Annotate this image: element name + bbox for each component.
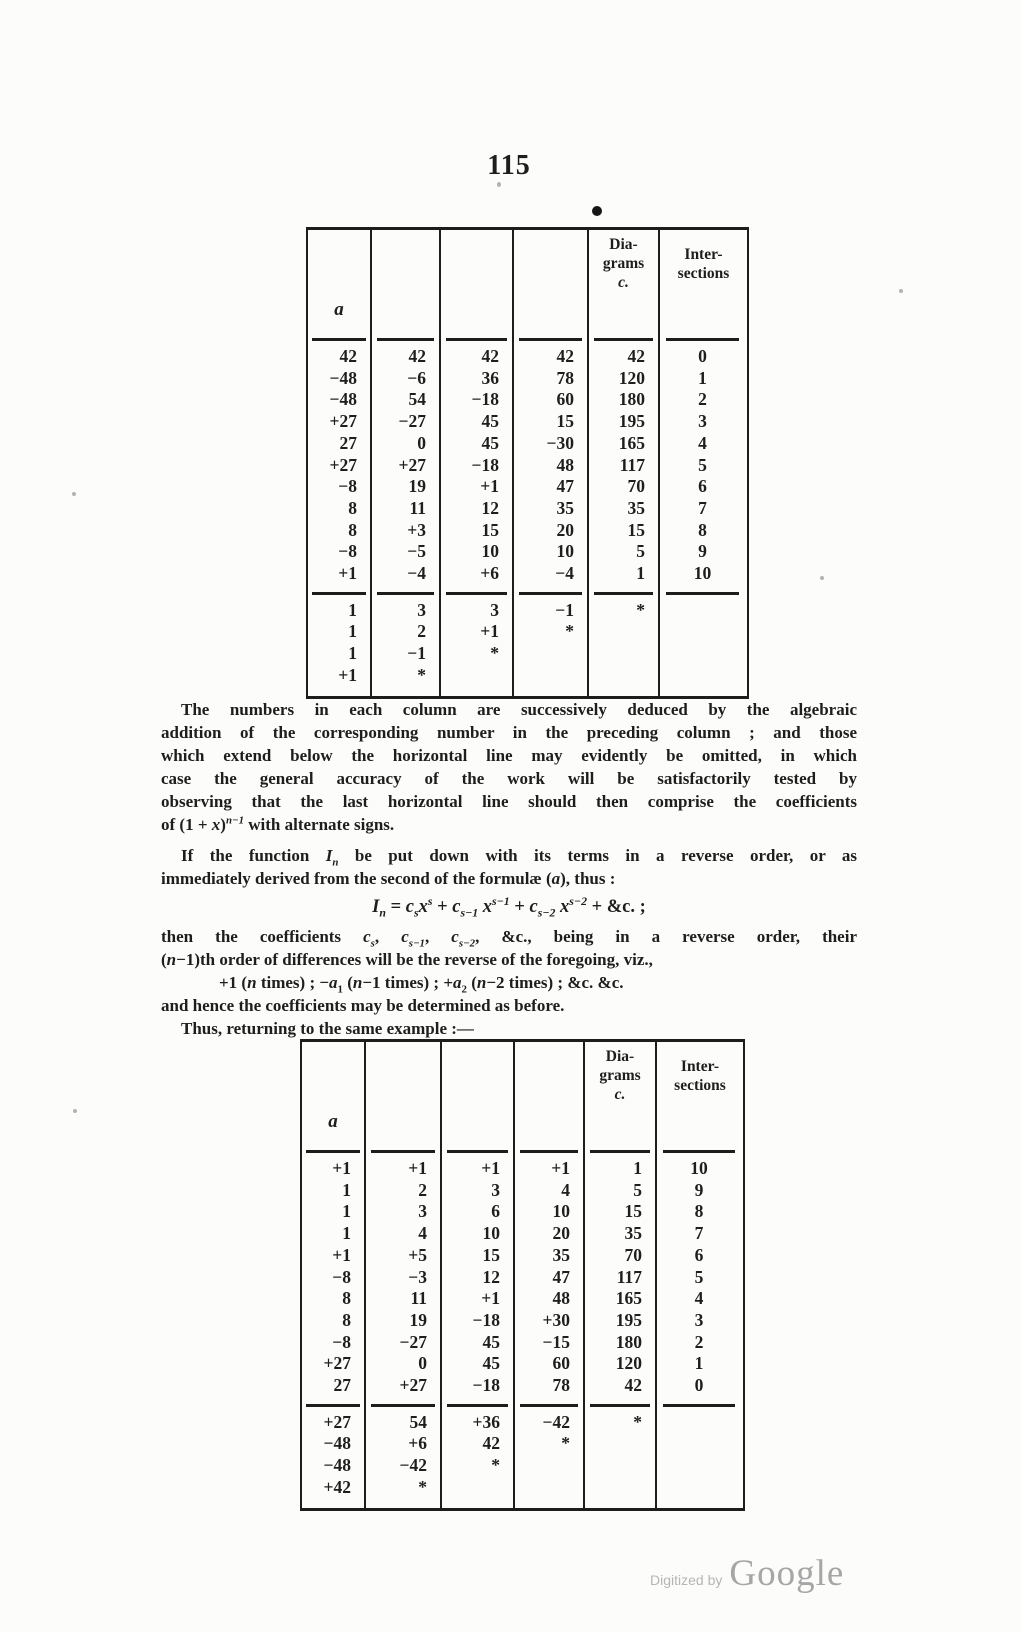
table-cell: +3 — [371, 520, 440, 542]
rule-segment — [594, 338, 653, 341]
rule-segment — [377, 592, 435, 595]
section-divider — [307, 585, 748, 600]
table-cell: −27 — [365, 1332, 441, 1354]
scan-artifact-dot — [72, 492, 76, 496]
paragraph-line: (n−1)th order of differences will be the reverse of the foregoing, viz., — [161, 950, 653, 969]
table-cell: 8 — [301, 1310, 365, 1332]
rule-segment — [594, 592, 653, 595]
header-line: sections — [674, 1077, 726, 1094]
table-cell: 4 — [365, 1223, 441, 1245]
table-cell: 15 — [440, 520, 513, 542]
table-cell: 8 — [301, 1288, 365, 1310]
rule-segment — [666, 338, 739, 341]
header-rule-row — [301, 1143, 744, 1158]
table-cell: 60 — [514, 1353, 584, 1375]
table-cell: 5 — [588, 541, 659, 563]
rule-segment — [590, 1150, 650, 1153]
table-cell: 27 — [301, 1375, 365, 1397]
table-cell: 120 — [584, 1353, 656, 1375]
table-cell: 5 — [656, 1267, 744, 1289]
table-cell: 0 — [371, 433, 440, 455]
table-cell: 1 — [659, 368, 748, 390]
table-cell: 48 — [513, 455, 588, 477]
table-cell: 3 — [441, 1180, 514, 1202]
table-cell: 4 — [659, 433, 748, 455]
rule-segment — [666, 592, 739, 595]
table-cell: 10 — [659, 563, 748, 585]
table-cell: 1 — [301, 1223, 365, 1245]
table-cell: −42 — [365, 1455, 441, 1477]
table-row — [307, 600, 748, 622]
table-cell — [440, 665, 513, 687]
table-cell: +42 — [301, 1477, 365, 1499]
rule-segment — [663, 1404, 735, 1407]
table-cell: 165 — [584, 1288, 656, 1310]
rule-segment — [520, 1150, 578, 1153]
header-rule-row — [307, 331, 748, 346]
header-line: Dia- — [609, 236, 638, 253]
header-line: c. — [614, 1086, 626, 1103]
table-cell: 1 — [301, 1180, 365, 1202]
column-header-diagrams — [588, 229, 659, 332]
table-cell — [659, 621, 748, 643]
table-cell: +5 — [365, 1245, 441, 1267]
table-cell: +1 — [440, 476, 513, 498]
table-cell: 12 — [440, 498, 513, 520]
table-cell: −8 — [307, 476, 371, 498]
table-row — [307, 621, 748, 643]
table-cell — [659, 643, 748, 665]
table-cell: 117 — [588, 455, 659, 477]
table-row — [307, 563, 748, 585]
table-cell: * — [371, 665, 440, 687]
table-cell: 8 — [659, 520, 748, 542]
paragraph-line: +1 (n times) ; $-a_1$ (n−1 times) ; $+a_2$ (n−2 times) ; &c. &c. — [219, 973, 624, 996]
table-cell: 48 — [514, 1288, 584, 1310]
table-cell: 10 — [513, 541, 588, 563]
table-cell: 2 — [371, 621, 440, 643]
rule-segment — [312, 592, 365, 595]
table-cell: 27 — [307, 433, 371, 455]
rule-segment — [306, 1150, 359, 1153]
table-upper-section — [307, 346, 748, 585]
rule-segment — [663, 1150, 735, 1153]
difference-table-2 — [300, 1039, 745, 1511]
table-cell: +1 — [365, 1158, 441, 1180]
table-cell: 3 — [659, 411, 748, 433]
table-cell: 9 — [659, 541, 748, 563]
table-cell: 3 — [440, 600, 513, 622]
header-line: Inter- — [680, 1058, 720, 1075]
table-cell: 1 — [301, 1201, 365, 1223]
table-row — [301, 1223, 744, 1245]
table-cell: 4 — [656, 1288, 744, 1310]
table-row — [307, 476, 748, 498]
table-cell: +27 — [371, 455, 440, 477]
table-upper-section — [301, 1158, 744, 1397]
table-row — [301, 1332, 744, 1354]
table-cell: 42 — [371, 346, 440, 368]
table-cell — [588, 621, 659, 643]
table-cell: −8 — [301, 1332, 365, 1354]
table-cell: 0 — [656, 1375, 744, 1397]
table-cell: * — [514, 1433, 584, 1455]
table-row — [307, 520, 748, 542]
rule-segment — [519, 338, 582, 341]
table-cell: * — [441, 1455, 514, 1477]
table-cell: −3 — [365, 1267, 441, 1289]
table-cell: 60 — [513, 389, 588, 411]
paragraph-line: observing that the last horizontal line should then comprise the coefficients — [161, 792, 857, 811]
table-cell: 1 — [584, 1158, 656, 1180]
paragraph-line: then the coefficients $c_s$, $c_{s-1}$, $c_{s-2}$, &c., being in a reverse order, their — [161, 927, 857, 950]
table-cell: +1 — [307, 563, 371, 585]
rule-segment — [519, 592, 582, 595]
table-row — [307, 455, 748, 477]
header-line: Dia- — [605, 1048, 635, 1065]
table-row — [307, 346, 748, 368]
table-cell: 35 — [588, 498, 659, 520]
table-cell: 120 — [588, 368, 659, 390]
table-cell: 6 — [441, 1201, 514, 1223]
paragraph-line: If the function $I_n$ be put down with its terms in a reverse order, or as — [181, 846, 857, 869]
difference-table-1 — [306, 227, 749, 699]
column-header-blank — [514, 1041, 584, 1144]
table-cell: 9 — [656, 1180, 744, 1202]
table-row — [307, 498, 748, 520]
rule-segment — [306, 1404, 359, 1407]
table-cell: +27 — [365, 1375, 441, 1397]
header-line: grams — [599, 1067, 641, 1084]
paragraph-line: The numbers in each column are successively deduced by the algebraic — [181, 700, 857, 719]
paragraph-line: immediately derived from the second of the formulæ (a), thus : — [161, 869, 616, 888]
table-cell: 15 — [588, 520, 659, 542]
scan-artifact-dot — [899, 289, 903, 293]
table-cell: +27 — [301, 1412, 365, 1434]
table-cell: 12 — [441, 1267, 514, 1289]
table-cell: −1 — [513, 600, 588, 622]
table-row — [301, 1412, 744, 1434]
header-row — [301, 1041, 744, 1144]
table-row — [301, 1245, 744, 1267]
table-cell: 11 — [365, 1288, 441, 1310]
table-cell: −48 — [307, 368, 371, 390]
table-row — [307, 411, 748, 433]
table-cell: −6 — [371, 368, 440, 390]
table-bottom-spacer — [307, 687, 748, 698]
table-cell: 15 — [584, 1201, 656, 1223]
table-row — [301, 1180, 744, 1202]
column-header-diagrams — [584, 1041, 656, 1144]
table-cell: 10 — [656, 1158, 744, 1180]
table-row — [301, 1455, 744, 1477]
table-row — [301, 1267, 744, 1289]
table-cell: 42 — [440, 346, 513, 368]
table-row — [301, 1477, 744, 1499]
google-logo-text: Google — [729, 1553, 845, 1594]
table-cell: 10 — [514, 1201, 584, 1223]
table-row — [307, 433, 748, 455]
table-cell: 42 — [307, 346, 371, 368]
table-cell: +1 — [301, 1245, 365, 1267]
table-row — [301, 1158, 744, 1180]
scan-artifact-dot — [73, 1109, 77, 1113]
rule-segment — [590, 1404, 650, 1407]
scan-artifact-dot — [497, 182, 501, 187]
table-cell: −1 — [371, 643, 440, 665]
header-row — [307, 229, 748, 332]
rule-segment — [446, 338, 507, 341]
watermark-prefix: Digitized by — [650, 1572, 723, 1588]
table-cell: 19 — [371, 476, 440, 498]
table-cell — [656, 1455, 744, 1477]
table-header — [301, 1041, 744, 1159]
table-row — [307, 541, 748, 563]
table-cell: +36 — [441, 1412, 514, 1434]
table-cell: −5 — [371, 541, 440, 563]
table-cell: 2 — [365, 1180, 441, 1202]
table-cell — [659, 665, 748, 687]
table-cell: 15 — [441, 1245, 514, 1267]
table-cell: 8 — [656, 1201, 744, 1223]
table-cell: 45 — [441, 1332, 514, 1354]
table-cell: 20 — [514, 1223, 584, 1245]
paragraph-line: which extend below the horizontal line may evidently be omitted, in which — [161, 746, 857, 765]
table-cell: 3 — [365, 1201, 441, 1223]
table-cell: 11 — [371, 498, 440, 520]
column-header-blank — [371, 229, 440, 332]
header-line: grams — [602, 255, 645, 272]
rule-segment — [520, 1404, 578, 1407]
table-cell: 35 — [514, 1245, 584, 1267]
column-header-a: a — [307, 229, 371, 332]
table-cell: 42 — [584, 1375, 656, 1397]
table-cell: +27 — [307, 411, 371, 433]
section-rule-row — [301, 1397, 744, 1412]
table-cell: 3 — [371, 600, 440, 622]
table-cell: +6 — [440, 563, 513, 585]
table-cell: 8 — [307, 520, 371, 542]
table-cell — [588, 665, 659, 687]
table-cell: −4 — [371, 563, 440, 585]
table-cell: 78 — [513, 368, 588, 390]
table-cell: 54 — [371, 389, 440, 411]
table-cell: 7 — [659, 498, 748, 520]
formula-line: $I_n = c_sx^s + c_{s-1}$ $x^{s-1} + c_{s-2}$ $x^{s-2}$ + &c. ; — [372, 893, 646, 920]
table-cell: −18 — [441, 1310, 514, 1332]
table-cell: 0 — [659, 346, 748, 368]
table-cell: 15 — [513, 411, 588, 433]
table-cell: 45 — [441, 1353, 514, 1375]
table-cell: 195 — [584, 1310, 656, 1332]
table-row — [301, 1310, 744, 1332]
table-cell: −18 — [441, 1375, 514, 1397]
table-cell — [514, 1477, 584, 1499]
table-cell: 7 — [656, 1223, 744, 1245]
table-header — [307, 229, 748, 347]
table-cell: −8 — [301, 1267, 365, 1289]
table-cell — [656, 1477, 744, 1499]
table-cell: 1 — [307, 600, 371, 622]
table-row — [307, 665, 748, 687]
table-bottom-spacer — [301, 1499, 744, 1510]
watermark — [650, 1552, 844, 1595]
table-cell — [513, 665, 588, 687]
table-cell: −8 — [307, 541, 371, 563]
table-cell — [584, 1433, 656, 1455]
paragraph-line: addition of the corresponding number in the preceding column ; and those — [161, 723, 857, 742]
column-header-intersections — [659, 229, 748, 332]
table-cell: 8 — [307, 498, 371, 520]
table-cell: * — [513, 621, 588, 643]
table-cell: 1 — [307, 621, 371, 643]
table-cell — [659, 600, 748, 622]
section-divider — [301, 1397, 744, 1412]
table-cell: +30 — [514, 1310, 584, 1332]
table-cell: 3 — [656, 1310, 744, 1332]
table-cell — [584, 1477, 656, 1499]
table-cell: 36 — [440, 368, 513, 390]
table-row — [301, 1288, 744, 1310]
table-cell: * — [584, 1412, 656, 1434]
table-cell: −27 — [371, 411, 440, 433]
table-cell: 6 — [659, 476, 748, 498]
scan-artifact-dot — [820, 576, 824, 580]
header-line: c. — [618, 274, 629, 291]
table-cell — [584, 1455, 656, 1477]
column-header-a: a — [301, 1041, 365, 1144]
table-cell: * — [588, 600, 659, 622]
table-cell — [588, 643, 659, 665]
rule-segment — [371, 1404, 435, 1407]
table-row — [301, 1201, 744, 1223]
paragraph-line: and hence the coefficients may be determined as before. — [161, 996, 565, 1015]
table-cell — [514, 1455, 584, 1477]
table-cell: +1 — [440, 621, 513, 643]
table-cell: 2 — [659, 389, 748, 411]
table-cell: −15 — [514, 1332, 584, 1354]
bullet-dot — [592, 206, 602, 216]
table-cell: 19 — [365, 1310, 441, 1332]
table-cell: 45 — [440, 411, 513, 433]
table-cell: 20 — [513, 520, 588, 542]
table-cell: 42 — [441, 1433, 514, 1455]
rule-segment — [447, 1404, 508, 1407]
column-header-blank — [440, 229, 513, 332]
table-cell: 47 — [513, 476, 588, 498]
table-cell: 6 — [656, 1245, 744, 1267]
table-cell: −18 — [440, 389, 513, 411]
table-cell: 42 — [588, 346, 659, 368]
column-header-blank — [365, 1041, 441, 1144]
table-row — [307, 368, 748, 390]
table-lower-section — [307, 600, 748, 687]
table-cell: * — [440, 643, 513, 665]
table-cell: −48 — [301, 1433, 365, 1455]
table-cell: 70 — [588, 476, 659, 498]
table-lower-section — [301, 1412, 744, 1499]
table-cell: 47 — [514, 1267, 584, 1289]
rule-segment — [377, 338, 435, 341]
table-cell: 4 — [514, 1180, 584, 1202]
paragraph-line: case the general accuracy of the work will be satisfactorily tested by — [161, 769, 857, 788]
table-cell: 42 — [513, 346, 588, 368]
header-line: sections — [677, 265, 730, 282]
table-cell: * — [365, 1477, 441, 1499]
table-cell: +1 — [441, 1288, 514, 1310]
table-cell: 78 — [514, 1375, 584, 1397]
table-row — [307, 643, 748, 665]
table-cell: 10 — [440, 541, 513, 563]
table-cell: 70 — [584, 1245, 656, 1267]
table-row — [301, 1433, 744, 1455]
table-cell: 35 — [513, 498, 588, 520]
table-cell: +6 — [365, 1433, 441, 1455]
table-row — [307, 389, 748, 411]
table-cell: +27 — [307, 455, 371, 477]
table-cell: −4 — [513, 563, 588, 585]
paragraph-line: of $(1 + x)^{n-1}$ with alternate signs. — [161, 814, 395, 834]
table-cell: 2 — [656, 1332, 744, 1354]
column-header-blank — [441, 1041, 514, 1144]
table-cell: 1 — [588, 563, 659, 585]
table-cell: 35 — [584, 1223, 656, 1245]
table-cell: +1 — [441, 1158, 514, 1180]
header-line: Inter- — [684, 246, 723, 263]
table-cell: 1 — [656, 1353, 744, 1375]
table-cell: 1 — [307, 643, 371, 665]
table-cell: 54 — [365, 1412, 441, 1434]
table-row — [301, 1353, 744, 1375]
table-cell — [656, 1412, 744, 1434]
table-cell: −30 — [513, 433, 588, 455]
table-cell: +1 — [514, 1158, 584, 1180]
column-header-intersections — [656, 1041, 744, 1144]
table-cell: −18 — [440, 455, 513, 477]
table-cell: 165 — [588, 433, 659, 455]
table-cell: 0 — [365, 1353, 441, 1375]
rule-segment — [312, 338, 365, 341]
table-cell: 5 — [659, 455, 748, 477]
page-number: 115 — [487, 150, 531, 181]
table-cell: 180 — [588, 389, 659, 411]
table-cell: −48 — [307, 389, 371, 411]
table-cell: −48 — [301, 1455, 365, 1477]
rule-segment — [371, 1150, 435, 1153]
table-cell: +1 — [307, 665, 371, 687]
column-header-blank — [513, 229, 588, 332]
table-cell: 180 — [584, 1332, 656, 1354]
rule-segment — [446, 592, 507, 595]
table-cell: +1 — [301, 1158, 365, 1180]
table-cell: 195 — [588, 411, 659, 433]
table-cell: 117 — [584, 1267, 656, 1289]
table-cell: 10 — [441, 1223, 514, 1245]
table-cell: 45 — [440, 433, 513, 455]
table-cell: 5 — [584, 1180, 656, 1202]
table-row — [301, 1375, 744, 1397]
paragraph-line: Thus, returning to the same example :— — [181, 1019, 474, 1038]
table-cell — [656, 1433, 744, 1455]
table-cell — [441, 1477, 514, 1499]
table-cell — [513, 643, 588, 665]
rule-segment — [447, 1150, 508, 1153]
body-text — [161, 698, 857, 1040]
table-cell: −42 — [514, 1412, 584, 1434]
table-cell: +27 — [301, 1353, 365, 1375]
section-rule-row — [307, 585, 748, 600]
